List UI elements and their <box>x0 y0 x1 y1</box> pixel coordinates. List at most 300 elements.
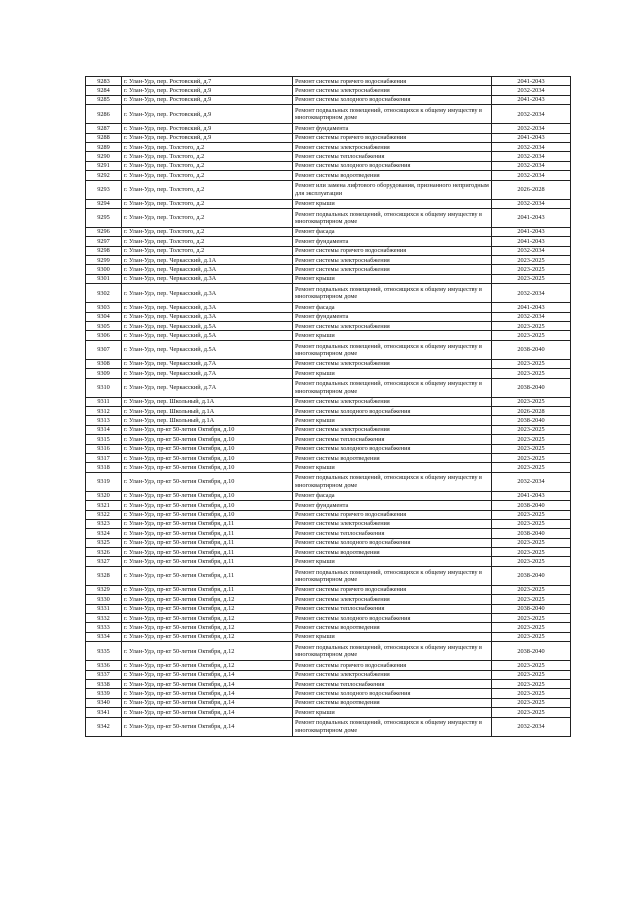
period-cell: 2041-2043 <box>492 303 571 312</box>
table-row <box>86 246 571 255</box>
period-cell: 2023-2025 <box>492 614 571 623</box>
work-type-cell: Ремонт системы теплоснабжения <box>293 435 492 444</box>
work-type-cell: Ремонт системы холодного водоснабжения <box>293 406 492 415</box>
work-type-cell: Ремонт крыши <box>293 199 492 208</box>
work-type-cell: Ремонт системы водоотведения <box>293 453 492 462</box>
table-row <box>86 265 571 274</box>
row-number-cell: 9321 <box>86 501 122 510</box>
row-number-cell: 9341 <box>86 708 122 717</box>
address-cell: г. Улан-Удэ, пер. Толстого, д.2 <box>122 161 293 170</box>
period-cell: 2038-2040 <box>492 529 571 538</box>
period-cell: 2038-2040 <box>492 642 571 661</box>
table-row <box>86 614 571 623</box>
period-cell: 2023-2025 <box>492 331 571 340</box>
table-row <box>86 340 571 359</box>
table-row <box>86 557 571 566</box>
address-cell: г. Улан-Удэ, пер. Ростовский, д.9 <box>122 105 293 124</box>
row-number-cell: 9324 <box>86 529 122 538</box>
work-type-cell: Ремонт подвальных помещений, относящихся к общему имуществу в многоквартирном доме <box>293 642 492 661</box>
address-cell: г. Улан-Удэ, пер. Черкасский, д.3А <box>122 265 293 274</box>
row-number-cell: 9294 <box>86 199 122 208</box>
period-cell: 2023-2025 <box>492 425 571 434</box>
period-cell: 2032-2034 <box>492 312 571 321</box>
table-row <box>86 171 571 180</box>
row-number-cell: 9292 <box>86 171 122 180</box>
work-type-cell: Ремонт системы электроснабжения <box>293 595 492 604</box>
work-type-cell: Ремонт фундамента <box>293 124 492 133</box>
work-type-cell: Ремонт фасада <box>293 303 492 312</box>
period-cell: 2023-2025 <box>492 548 571 557</box>
row-number-cell: 9301 <box>86 274 122 283</box>
work-type-cell: Ремонт системы электроснабжения <box>293 359 492 368</box>
row-number-cell: 9291 <box>86 161 122 170</box>
row-number-cell: 9319 <box>86 472 122 491</box>
table-row <box>86 670 571 679</box>
table-row <box>86 274 571 283</box>
row-number-cell: 9283 <box>86 77 122 86</box>
address-cell: г. Улан-Удэ, пр-кт 50-летия Октября, д.10 <box>122 463 293 472</box>
row-number-cell: 9330 <box>86 595 122 604</box>
row-number-cell: 9290 <box>86 152 122 161</box>
address-cell: г. Улан-Удэ, пер. Школьный, д.1А <box>122 397 293 406</box>
row-number-cell: 9316 <box>86 444 122 453</box>
table-row <box>86 397 571 406</box>
period-cell: 2041-2043 <box>492 491 571 500</box>
period-cell: 2041-2043 <box>492 237 571 246</box>
period-cell: 2023-2025 <box>492 256 571 265</box>
period-cell: 2023-2025 <box>492 453 571 462</box>
work-type-cell: Ремонт системы водоотведения <box>293 698 492 707</box>
period-cell: 2032-2034 <box>492 199 571 208</box>
address-cell: г. Улан-Удэ, пер. Толстого, д.2 <box>122 152 293 161</box>
period-cell: 2023-2025 <box>492 698 571 707</box>
address-cell: г. Улан-Удэ, пр-кт 50-летия Октября, д.11 <box>122 566 293 585</box>
period-cell: 2023-2025 <box>492 623 571 632</box>
table-row <box>86 501 571 510</box>
row-number-cell: 9298 <box>86 246 122 255</box>
period-cell: 2032-2034 <box>492 152 571 161</box>
row-number-cell: 9334 <box>86 632 122 641</box>
work-type-cell: Ремонт системы электроснабжения <box>293 322 492 331</box>
table-row <box>86 491 571 500</box>
row-number-cell: 9288 <box>86 133 122 142</box>
work-type-cell: Ремонт системы водоотведения <box>293 623 492 632</box>
work-type-cell: Ремонт системы электроснабжения <box>293 519 492 528</box>
row-number-cell: 9312 <box>86 406 122 415</box>
row-number-cell: 9305 <box>86 322 122 331</box>
row-number-cell: 9310 <box>86 378 122 397</box>
table-row <box>86 463 571 472</box>
address-cell: г. Улан-Удэ, пр-кт 50-летия Октября, д.11 <box>122 519 293 528</box>
table-row <box>86 519 571 528</box>
work-type-cell: Ремонт крыши <box>293 369 492 378</box>
period-cell: 2032-2034 <box>492 124 571 133</box>
period-cell: 2023-2025 <box>492 265 571 274</box>
address-cell: г. Улан-Удэ, пер. Толстого, д.2 <box>122 142 293 151</box>
work-type-cell: Ремонт системы электроснабжения <box>293 425 492 434</box>
table-row <box>86 161 571 170</box>
work-type-cell: Ремонт системы горячего водоснабжения <box>293 133 492 142</box>
address-cell: г. Улан-Удэ, пр-кт 50-летия Октября, д.12 <box>122 661 293 670</box>
work-type-cell: Ремонт системы водоотведения <box>293 548 492 557</box>
table-row <box>86 359 571 368</box>
work-type-cell: Ремонт фундамента <box>293 501 492 510</box>
work-type-cell: Ремонт подвальных помещений, относящихся к общему имуществу в многоквартирном доме <box>293 208 492 227</box>
row-number-cell: 9293 <box>86 180 122 199</box>
address-cell: г. Улан-Удэ, пер. Черкасский, д.7А <box>122 378 293 397</box>
row-number-cell: 9327 <box>86 557 122 566</box>
table-row <box>86 331 571 340</box>
period-cell: 2032-2034 <box>492 161 571 170</box>
table-row <box>86 566 571 585</box>
row-number-cell: 9340 <box>86 698 122 707</box>
period-cell: 2026-2028 <box>492 180 571 199</box>
address-cell: г. Улан-Удэ, пр-кт 50-летия Октября, д.10 <box>122 510 293 519</box>
period-cell: 2023-2025 <box>492 359 571 368</box>
period-cell: 2023-2025 <box>492 444 571 453</box>
table-row <box>86 256 571 265</box>
address-cell: г. Улан-Удэ, пр-кт 50-летия Октября, д.11 <box>122 538 293 547</box>
row-number-cell: 9332 <box>86 614 122 623</box>
work-type-cell: Ремонт крыши <box>293 463 492 472</box>
table-row <box>86 77 571 86</box>
work-type-cell: Ремонт системы холодного водоснабжения <box>293 95 492 104</box>
table-row <box>86 585 571 594</box>
table-row <box>86 142 571 151</box>
address-cell: г. Улан-Удэ, пр-кт 50-летия Октября, д.10 <box>122 435 293 444</box>
period-cell: 2023-2025 <box>492 632 571 641</box>
period-cell: 2023-2025 <box>492 397 571 406</box>
row-number-cell: 9289 <box>86 142 122 151</box>
work-type-cell: Ремонт системы электроснабжения <box>293 86 492 95</box>
work-type-cell: Ремонт крыши <box>293 557 492 566</box>
period-cell: 2023-2025 <box>492 557 571 566</box>
address-cell: г. Улан-Удэ, пр-кт 50-летия Октября, д.14 <box>122 708 293 717</box>
address-cell: г. Улан-Удэ, пр-кт 50-летия Октября, д.10 <box>122 453 293 462</box>
table-row <box>86 632 571 641</box>
row-number-cell: 9329 <box>86 585 122 594</box>
period-cell: 2032-2034 <box>492 717 571 736</box>
address-cell: г. Улан-Удэ, пр-кт 50-летия Октября, д.12 <box>122 595 293 604</box>
row-number-cell: 9304 <box>86 312 122 321</box>
period-cell: 2023-2025 <box>492 661 571 670</box>
address-cell: г. Улан-Удэ, пер. Черкасский, д.3А <box>122 303 293 312</box>
table-row <box>86 322 571 331</box>
table-row <box>86 86 571 95</box>
work-type-cell: Ремонт крыши <box>293 331 492 340</box>
work-type-cell: Ремонт системы горячего водоснабжения <box>293 661 492 670</box>
period-cell: 2023-2025 <box>492 510 571 519</box>
work-type-cell: Ремонт фундамента <box>293 312 492 321</box>
period-cell: 2032-2034 <box>492 284 571 303</box>
address-cell: г. Улан-Удэ, пр-кт 50-летия Октября, д.10 <box>122 491 293 500</box>
table-row <box>86 472 571 491</box>
work-type-cell: Ремонт крыши <box>293 416 492 425</box>
table-row <box>86 679 571 688</box>
work-type-cell: Ремонт подвальных помещений, относящихся к общему имуществу в многоквартирном доме <box>293 472 492 491</box>
table-row <box>86 284 571 303</box>
address-cell: г. Улан-Удэ, пр-кт 50-летия Октября, д.14 <box>122 679 293 688</box>
table-row <box>86 105 571 124</box>
work-type-cell: Ремонт системы горячего водоснабжения <box>293 585 492 594</box>
address-cell: г. Улан-Удэ, пер. Толстого, д.2 <box>122 171 293 180</box>
table-row <box>86 369 571 378</box>
address-cell: г. Улан-Удэ, пр-кт 50-летия Октября, д.11 <box>122 557 293 566</box>
work-type-cell: Ремонт системы электроснабжения <box>293 670 492 679</box>
table-row <box>86 133 571 142</box>
row-number-cell: 9339 <box>86 689 122 698</box>
period-cell: 2023-2025 <box>492 435 571 444</box>
address-cell: г. Улан-Удэ, пр-кт 50-летия Октября, д.10 <box>122 425 293 434</box>
work-type-cell: Ремонт системы холодного водоснабжения <box>293 161 492 170</box>
address-cell: г. Улан-Удэ, пр-кт 50-летия Октября, д.12 <box>122 632 293 641</box>
row-number-cell: 9299 <box>86 256 122 265</box>
address-cell: г. Улан-Удэ, пер. Ростовский, д.9 <box>122 86 293 95</box>
period-cell: 2023-2025 <box>492 519 571 528</box>
row-number-cell: 9306 <box>86 331 122 340</box>
row-number-cell: 9335 <box>86 642 122 661</box>
address-cell: г. Улан-Удэ, пер. Черкасский, д.3А <box>122 274 293 283</box>
address-cell: г. Улан-Удэ, пер. Школьный, д.1А <box>122 416 293 425</box>
table-row <box>86 595 571 604</box>
table-row <box>86 717 571 736</box>
address-cell: г. Улан-Удэ, пер. Черкасский, д.5А <box>122 322 293 331</box>
table-row <box>86 444 571 453</box>
address-cell: г. Улан-Удэ, пр-кт 50-летия Октября, д.11 <box>122 548 293 557</box>
table-row <box>86 208 571 227</box>
address-cell: г. Улан-Удэ, пер. Ростовский, д.7 <box>122 77 293 86</box>
address-cell: г. Улан-Удэ, пр-кт 50-летия Октября, д.14 <box>122 717 293 736</box>
period-cell: 2041-2043 <box>492 95 571 104</box>
period-cell: 2032-2034 <box>492 105 571 124</box>
work-type-cell: Ремонт системы холодного водоснабжения <box>293 614 492 623</box>
period-cell: 2032-2034 <box>492 246 571 255</box>
row-number-cell: 9313 <box>86 416 122 425</box>
table-row <box>86 453 571 462</box>
table-row <box>86 152 571 161</box>
address-cell: г. Улан-Удэ, пр-кт 50-летия Октября, д.11 <box>122 585 293 594</box>
table-row <box>86 604 571 613</box>
address-cell: г. Улан-Удэ, пр-кт 50-летия Октября, д.10 <box>122 501 293 510</box>
row-number-cell: 9284 <box>86 86 122 95</box>
address-cell: г. Улан-Удэ, пер. Толстого, д.2 <box>122 199 293 208</box>
row-number-cell: 9309 <box>86 369 122 378</box>
address-cell: г. Улан-Удэ, пер. Ростовский, д.9 <box>122 124 293 133</box>
work-type-cell: Ремонт системы теплоснабжения <box>293 152 492 161</box>
period-cell: 2038-2040 <box>492 378 571 397</box>
address-cell: г. Улан-Удэ, пер. Ростовский, д.9 <box>122 95 293 104</box>
period-cell: 2023-2025 <box>492 538 571 547</box>
work-type-cell: Ремонт системы холодного водоснабжения <box>293 538 492 547</box>
period-cell: 2032-2034 <box>492 472 571 491</box>
period-cell: 2023-2025 <box>492 689 571 698</box>
work-type-cell: Ремонт системы горячего водоснабжения <box>293 510 492 519</box>
period-cell: 2038-2040 <box>492 566 571 585</box>
row-number-cell: 9336 <box>86 661 122 670</box>
work-type-cell: Ремонт системы электроснабжения <box>293 256 492 265</box>
work-type-cell: Ремонт системы теплоснабжения <box>293 604 492 613</box>
row-number-cell: 9325 <box>86 538 122 547</box>
table-row <box>86 435 571 444</box>
row-number-cell: 9286 <box>86 105 122 124</box>
period-cell: 2032-2034 <box>492 86 571 95</box>
row-number-cell: 9307 <box>86 340 122 359</box>
period-cell: 2023-2025 <box>492 369 571 378</box>
work-type-cell: Ремонт системы электроснабжения <box>293 265 492 274</box>
work-type-cell: Ремонт фасада <box>293 491 492 500</box>
work-type-cell: Ремонт системы холодного водоснабжения <box>293 444 492 453</box>
address-cell: г. Улан-Удэ, пер. Черкасский, д.7А <box>122 359 293 368</box>
row-number-cell: 9342 <box>86 717 122 736</box>
work-type-cell: Ремонт фасада <box>293 227 492 236</box>
table-row <box>86 623 571 632</box>
period-cell: 2023-2025 <box>492 670 571 679</box>
address-cell: г. Улан-Удэ, пер. Толстого, д.2 <box>122 180 293 199</box>
table-row <box>86 698 571 707</box>
row-number-cell: 9315 <box>86 435 122 444</box>
row-number-cell: 9295 <box>86 208 122 227</box>
period-cell: 2041-2043 <box>492 77 571 86</box>
address-cell: г. Улан-Удэ, пер. Толстого, д.2 <box>122 237 293 246</box>
address-cell: г. Улан-Удэ, пер. Черкасский, д.5А <box>122 340 293 359</box>
work-type-cell: Ремонт подвальных помещений, относящихся к общему имуществу в многоквартирном доме <box>293 378 492 397</box>
table-row <box>86 642 571 661</box>
row-number-cell: 9318 <box>86 463 122 472</box>
period-cell: 2023-2025 <box>492 274 571 283</box>
address-cell: г. Улан-Удэ, пр-кт 50-летия Октября, д.10 <box>122 472 293 491</box>
row-number-cell: 9285 <box>86 95 122 104</box>
table-row <box>86 378 571 397</box>
work-type-cell: Ремонт системы электроснабжения <box>293 397 492 406</box>
table-row <box>86 312 571 321</box>
table-row <box>86 689 571 698</box>
table-row <box>86 416 571 425</box>
table-row <box>86 303 571 312</box>
period-cell: 2041-2043 <box>492 133 571 142</box>
work-type-cell: Ремонт системы теплоснабжения <box>293 679 492 688</box>
row-number-cell: 9323 <box>86 519 122 528</box>
address-cell: г. Улан-Удэ, пер. Ростовский, д.9 <box>122 133 293 142</box>
row-number-cell: 9300 <box>86 265 122 274</box>
table-row <box>86 661 571 670</box>
address-cell: г. Улан-Удэ, пер. Черкасский, д.1А <box>122 256 293 265</box>
address-cell: г. Улан-Удэ, пр-кт 50-летия Октября, д.12 <box>122 614 293 623</box>
work-type-cell: Ремонт подвальных помещений, относящихся к общему имуществу в многоквартирном доме <box>293 340 492 359</box>
row-number-cell: 9303 <box>86 303 122 312</box>
period-cell: 2038-2040 <box>492 416 571 425</box>
work-type-cell: Ремонт подвальных помещений, относящихся к общему имуществу в многоквартирном доме <box>293 566 492 585</box>
address-cell: г. Улан-Удэ, пер. Толстого, д.2 <box>122 227 293 236</box>
row-number-cell: 9322 <box>86 510 122 519</box>
row-number-cell: 9287 <box>86 124 122 133</box>
address-cell: г. Улан-Удэ, пер. Черкасский, д.3А <box>122 312 293 321</box>
row-number-cell: 9337 <box>86 670 122 679</box>
work-type-cell: Ремонт системы холодного водоснабжения <box>293 689 492 698</box>
work-type-cell: Ремонт фундамента <box>293 237 492 246</box>
period-cell: 2023-2025 <box>492 463 571 472</box>
table-row <box>86 538 571 547</box>
address-cell: г. Улан-Удэ, пр-кт 50-летия Октября, д.11 <box>122 529 293 538</box>
address-cell: г. Улан-Удэ, пр-кт 50-летия Октября, д.14 <box>122 689 293 698</box>
row-number-cell: 9314 <box>86 425 122 434</box>
table-body <box>86 77 571 737</box>
work-type-cell: Ремонт подвальных помещений, относящихся к общему имуществу в многоквартирном доме <box>293 717 492 736</box>
address-cell: г. Улан-Удэ, пр-кт 50-летия Октября, д.14 <box>122 698 293 707</box>
table-row <box>86 227 571 236</box>
work-type-cell: Ремонт системы теплоснабжения <box>293 529 492 538</box>
work-type-cell: Ремонт системы горячего водоснабжения <box>293 246 492 255</box>
address-cell: г. Улан-Удэ, пр-кт 50-летия Октября, д.14 <box>122 670 293 679</box>
table-row <box>86 425 571 434</box>
period-cell: 2023-2025 <box>492 679 571 688</box>
row-number-cell: 9296 <box>86 227 122 236</box>
table-row <box>86 548 571 557</box>
work-type-cell: Ремонт системы горячего водоснабжения <box>293 77 492 86</box>
period-cell: 2041-2043 <box>492 227 571 236</box>
period-cell: 2038-2040 <box>492 604 571 613</box>
row-number-cell: 9338 <box>86 679 122 688</box>
address-cell: г. Улан-Удэ, пер. Черкасский, д.3А <box>122 284 293 303</box>
row-number-cell: 9328 <box>86 566 122 585</box>
period-cell: 2038-2040 <box>492 340 571 359</box>
address-cell: г. Улан-Удэ, пр-кт 50-летия Октября, д.10 <box>122 444 293 453</box>
period-cell: 2023-2025 <box>492 585 571 594</box>
capital-repair-table <box>85 76 571 737</box>
row-number-cell: 9331 <box>86 604 122 613</box>
table-row <box>86 529 571 538</box>
table-row <box>86 180 571 199</box>
table-row <box>86 95 571 104</box>
work-type-cell: Ремонт или замена лифтового оборудования, признанного непригодным для эксплуатации <box>293 180 492 199</box>
period-cell: 2023-2025 <box>492 322 571 331</box>
work-type-cell: Ремонт подвальных помещений, относящихся к общему имуществу в многоквартирном доме <box>293 105 492 124</box>
row-number-cell: 9326 <box>86 548 122 557</box>
row-number-cell: 9320 <box>86 491 122 500</box>
period-cell: 2032-2034 <box>492 171 571 180</box>
row-number-cell: 9297 <box>86 237 122 246</box>
address-cell: г. Улан-Удэ, пер. Толстого, д.2 <box>122 246 293 255</box>
period-cell: 2023-2025 <box>492 708 571 717</box>
work-type-cell: Ремонт крыши <box>293 274 492 283</box>
address-cell: г. Улан-Удэ, пер. Черкасский, д.5А <box>122 331 293 340</box>
period-cell: 2023-2025 <box>492 595 571 604</box>
table-row <box>86 199 571 208</box>
period-cell: 2041-2043 <box>492 208 571 227</box>
table-row <box>86 510 571 519</box>
table-row <box>86 406 571 415</box>
row-number-cell: 9311 <box>86 397 122 406</box>
row-number-cell: 9333 <box>86 623 122 632</box>
address-cell: г. Улан-Удэ, пер. Черкасский, д.7А <box>122 369 293 378</box>
address-cell: г. Улан-Удэ, пр-кт 50-летия Октября, д.12 <box>122 642 293 661</box>
work-type-cell: Ремонт системы водоотведения <box>293 171 492 180</box>
period-cell: 2026-2028 <box>492 406 571 415</box>
address-cell: г. Улан-Удэ, пер. Толстого, д.2 <box>122 208 293 227</box>
address-cell: г. Улан-Удэ, пр-кт 50-летия Октября, д.12 <box>122 623 293 632</box>
address-cell: г. Улан-Удэ, пр-кт 50-летия Октября, д.12 <box>122 604 293 613</box>
work-type-cell: Ремонт крыши <box>293 632 492 641</box>
work-type-cell: Ремонт крыши <box>293 708 492 717</box>
table-row <box>86 708 571 717</box>
table-row <box>86 124 571 133</box>
work-type-cell: Ремонт системы электроснабжения <box>293 142 492 151</box>
row-number-cell: 9317 <box>86 453 122 462</box>
row-number-cell: 9302 <box>86 284 122 303</box>
address-cell: г. Улан-Удэ, пер. Школьный, д.1А <box>122 406 293 415</box>
period-cell: 2032-2034 <box>492 142 571 151</box>
period-cell: 2038-2040 <box>492 501 571 510</box>
row-number-cell: 9308 <box>86 359 122 368</box>
